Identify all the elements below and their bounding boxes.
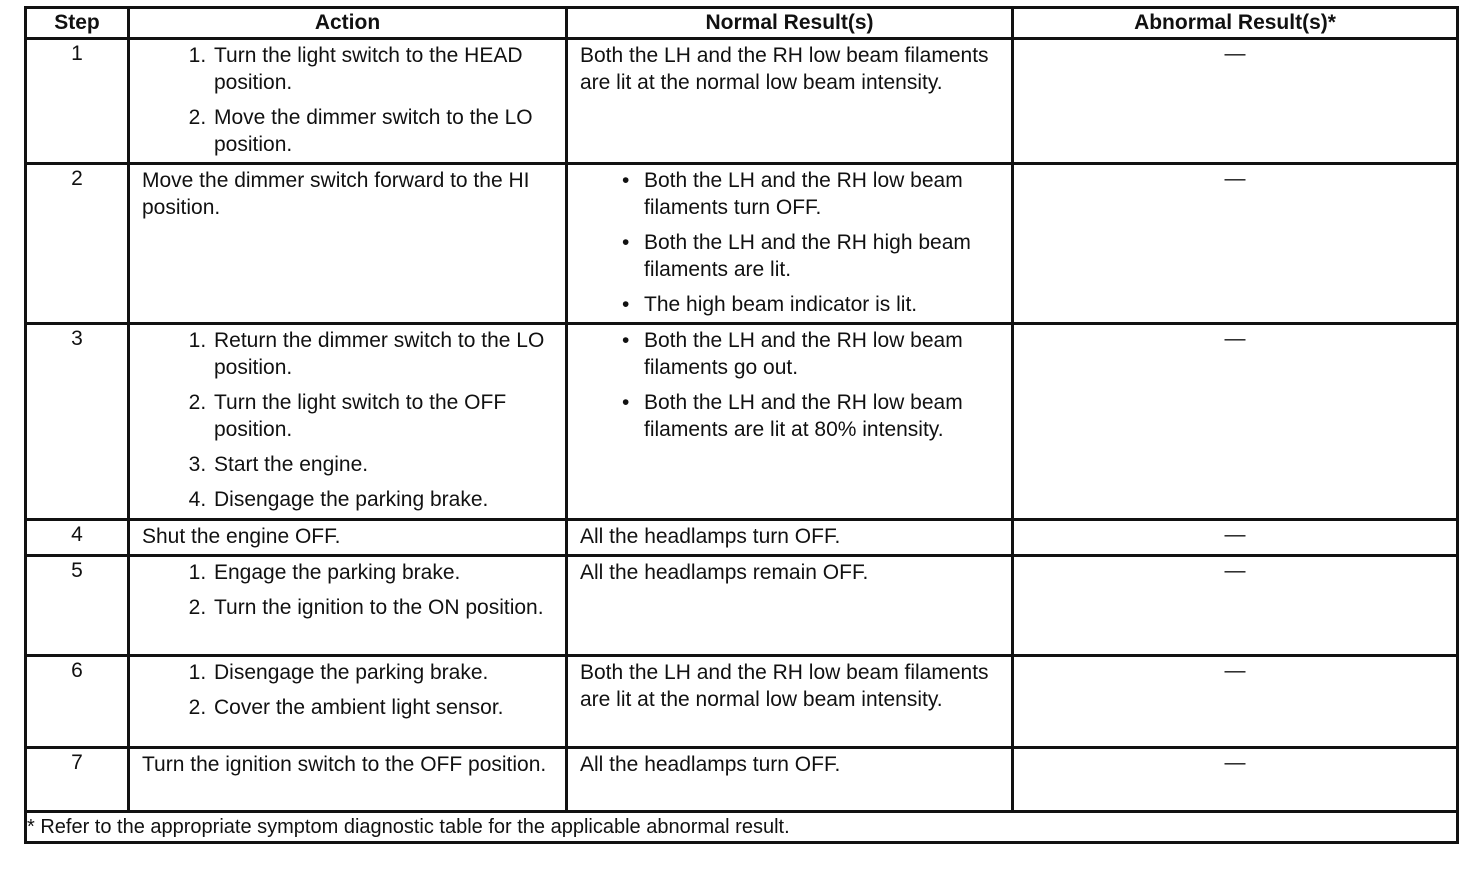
abnormal-result-dash: —	[1224, 167, 1246, 190]
action-cell	[129, 324, 567, 520]
normal-result-cell	[567, 324, 1013, 520]
action-cell	[129, 164, 567, 324]
numbered-list-item: 1. Turn the light switch to the HEAD position.	[212, 42, 557, 96]
numbered-list-item: 4. Disengage the parking brake.	[212, 486, 557, 513]
action-cell	[129, 556, 567, 656]
abnormal-result-cell	[1013, 556, 1458, 656]
step-number: 7	[26, 748, 129, 812]
footnote: * Refer to the appropriate symptom diagnostic table for the applicable abnormal result.	[26, 812, 1458, 843]
bullet-list-item: • Both the LH and the RH low beam filaments are lit at 80% intensity.	[644, 389, 1003, 443]
abnormal-result-dash: —	[1224, 659, 1246, 682]
normal-text: All the headlamps remain OFF.	[580, 561, 869, 584]
normal-result-cell	[567, 656, 1013, 748]
table-row	[26, 748, 1458, 812]
action-cell	[129, 520, 567, 556]
abnormal-result-cell	[1013, 164, 1458, 324]
header-normal-results: Normal Result(s)	[567, 8, 1013, 39]
footnote-row	[26, 812, 1458, 843]
numbered-list	[142, 42, 557, 158]
table-row	[26, 39, 1458, 164]
header-action: Action	[129, 8, 567, 39]
diagnostic-table	[24, 6, 1459, 844]
action-text: Turn the ignition switch to the OFF position.	[142, 753, 547, 776]
table-row	[26, 656, 1458, 748]
abnormal-result-dash: —	[1224, 559, 1246, 582]
bullet-list-item: • The high beam indicator is lit.	[644, 291, 1003, 318]
step-number: 6	[26, 656, 129, 748]
normal-result-cell	[567, 39, 1013, 164]
normal-text: All the headlamps turn OFF.	[580, 753, 841, 776]
table-row	[26, 556, 1458, 656]
numbered-list-item: 2. Cover the ambient light sensor.	[212, 694, 557, 721]
numbered-list	[142, 659, 557, 721]
header-abnormal-results: Abnormal Result(s)*	[1013, 8, 1458, 39]
header-row	[26, 8, 1458, 39]
abnormal-result-dash: —	[1224, 327, 1246, 350]
step-number: 1	[26, 39, 129, 164]
numbered-list-item: 1. Return the dimmer switch to the LO position.	[212, 327, 557, 381]
normal-result-cell	[567, 556, 1013, 656]
step-number: 3	[26, 324, 129, 520]
normal-text: All the headlamps turn OFF.	[580, 525, 841, 548]
numbered-list	[142, 559, 557, 621]
abnormal-result-cell	[1013, 520, 1458, 556]
step-number: 2	[26, 164, 129, 324]
step-number: 5	[26, 556, 129, 656]
action-text: Shut the engine OFF.	[142, 525, 341, 548]
numbered-list-item: 3. Start the engine.	[212, 451, 557, 478]
numbered-list-item: 2. Turn the light switch to the OFF position.	[212, 389, 557, 443]
bullet-list-item: • Both the LH and the RH low beam filaments go out.	[644, 327, 1003, 381]
bullet-list-item: • Both the LH and the RH high beam filaments are lit.	[644, 229, 1003, 283]
abnormal-result-cell	[1013, 656, 1458, 748]
normal-result-cell	[567, 520, 1013, 556]
bullet-list	[580, 327, 1003, 443]
table-row	[26, 324, 1458, 520]
header-step: Step	[26, 8, 129, 39]
numbered-list-item: 1. Engage the parking brake.	[212, 559, 557, 586]
abnormal-result-cell	[1013, 324, 1458, 520]
bullet-list-item: • Both the LH and the RH low beam filaments turn OFF.	[644, 167, 1003, 221]
normal-text: Both the LH and the RH low beam filaments are lit at the normal low beam intensity.	[580, 661, 989, 711]
numbered-list	[142, 327, 557, 513]
normal-text: Both the LH and the RH low beam filaments are lit at the normal low beam intensity.	[580, 44, 989, 94]
normal-result-cell	[567, 748, 1013, 812]
normal-result-cell	[567, 164, 1013, 324]
numbered-list-item: 2. Turn the ignition to the ON position.	[212, 594, 557, 621]
bullet-list	[580, 167, 1003, 318]
numbered-list-item: 2. Move the dimmer switch to the LO position.	[212, 104, 557, 158]
abnormal-result-dash: —	[1224, 523, 1246, 546]
action-text: Move the dimmer switch forward to the HI position.	[142, 169, 530, 219]
step-number: 4	[26, 520, 129, 556]
table-row	[26, 164, 1458, 324]
table-row	[26, 520, 1458, 556]
numbered-list-item: 1. Disengage the parking brake.	[212, 659, 557, 686]
action-cell	[129, 656, 567, 748]
abnormal-result-cell	[1013, 748, 1458, 812]
abnormal-result-dash: —	[1224, 751, 1246, 774]
action-cell	[129, 39, 567, 164]
abnormal-result-dash: —	[1224, 42, 1246, 65]
table-body	[26, 39, 1458, 812]
action-cell	[129, 748, 567, 812]
abnormal-result-cell	[1013, 39, 1458, 164]
